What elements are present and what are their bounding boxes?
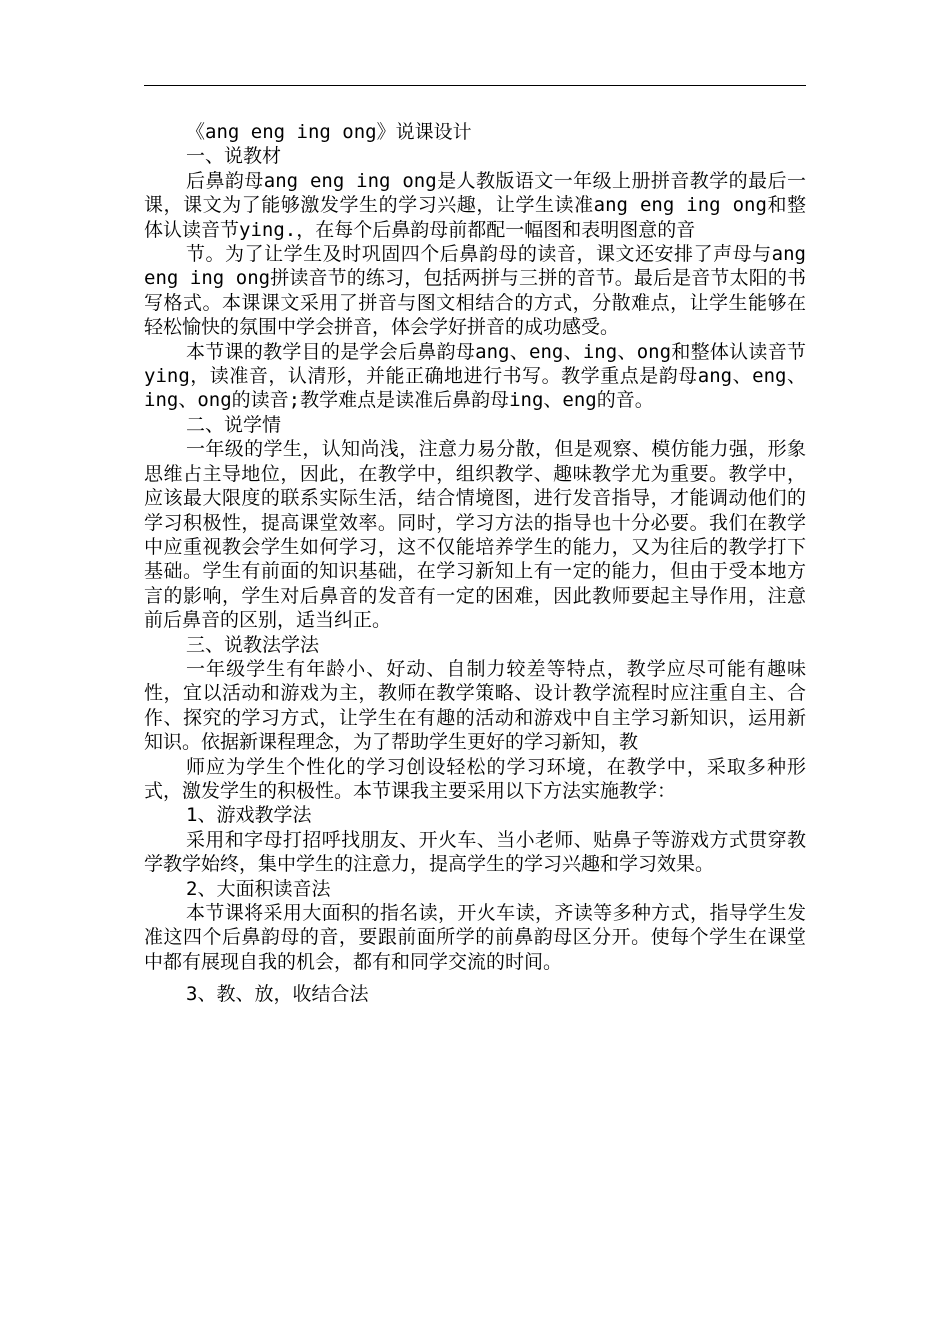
paragraph: 后鼻韵母ang eng ing ong是人教版语文一年级上册拼音教学的最后一课，课文为了能够激发学生的学习兴趣，让学生读准ang eng ing ong和整体认读音节ying.，在每个后鼻韵母前都配一幅图和表明图意的音 [144,169,806,241]
paragraph: 采用和字母打招呼找朋友、开火车、当小老师、贴鼻子等游戏方式贯穿教学教学始终，集中学生的注意力，提高学生的学习兴趣和学习效果。 [144,828,806,876]
subheading-method-3: 3、教、放，收结合法 [186,983,369,1006]
paragraph: 本节课的教学目的是学会后鼻韵母ang、eng、ing、ong和整体认读音节ying，读准音，认清形，并能正确地进行书写。教学重点是韵母ang、eng、ing、ong的读音;教学难点是读准后鼻韵母ing、eng的音。 [144,340,806,412]
paragraph: 师应为学生个性化的学习创设轻松的学习环境，在教学中，采取多种形式，激发学生的积极性。本节课我主要采用以下方法实施教学： [144,755,806,802]
paragraph: 节。为了让学生及时巩固四个后鼻韵母的读音，课文还安排了声母与ang eng ing ong拼读音节的练习，包括两拼与三拼的音节。最后是音节太阳的书写格式。本课课文采用了拼音与图文相结合的方式，分散难点，让学生能够在轻松愉快的氛围中学会拼音，体会学好拼音的成功感受。 [144,243,806,339]
section-heading-3: 三、说教法学法 [186,633,320,656]
paragraph: 一年级学生有年龄小、好动、自制力较差等特点，教学应尽可能有趣味性，宜以活动和游戏为主，教师在教学策略、设计教学流程时应注重自主、合作、探究的学习方式，让学生在有趣的活动和游戏中自主学习新知识，运用新知识。依据新课程理念，为了帮助学生更好的学习新知，教 [144,657,806,754]
paragraph: 一年级的学生，认知尚浅，注意力易分散，但是观察、模仿能力强，形象思维占主导地位，因此，在教学中，组织教学、趣味教学尤为重要。教学中，应该最大限度的联系实际生活，结合情境图，进行发音指导，才能调动他们的学习积极性，提高课堂效率。同时，学习方法的指导也十分必要。我们在教学中应重视教会学生如何学习，这不仅能培养学生的能力，又为往后的教学打下基础。学生有前面的知识基础，在学习新知上有一定的能力，但由于受本地方言的影响，学生对后鼻音的发音有一定的困难，因此教师要起主导作用，注意前后鼻音的区别，适当纠正。 [144,438,806,632]
header-rule [144,85,806,86]
document-title: 《ang eng ing ong》说课设计 [186,121,472,143]
subheading-method-1: 1、游戏教学法 [186,804,312,827]
document-body [144,120,806,1007]
section-heading-2: 二、说学情 [186,413,282,436]
section-heading-1: 一、说教材 [186,145,282,168]
paragraph: 本节课将采用大面积的指名读，开火车读，齐读等多种方式，指导学生发准这四个后鼻韵母的音，要跟前面所学的前鼻韵母区分开。使每个学生在课堂中都有展现自我的机会，都有和同学交流的时间。 [144,902,806,973]
subheading-method-2: 2、大面积读音法 [186,877,331,900]
